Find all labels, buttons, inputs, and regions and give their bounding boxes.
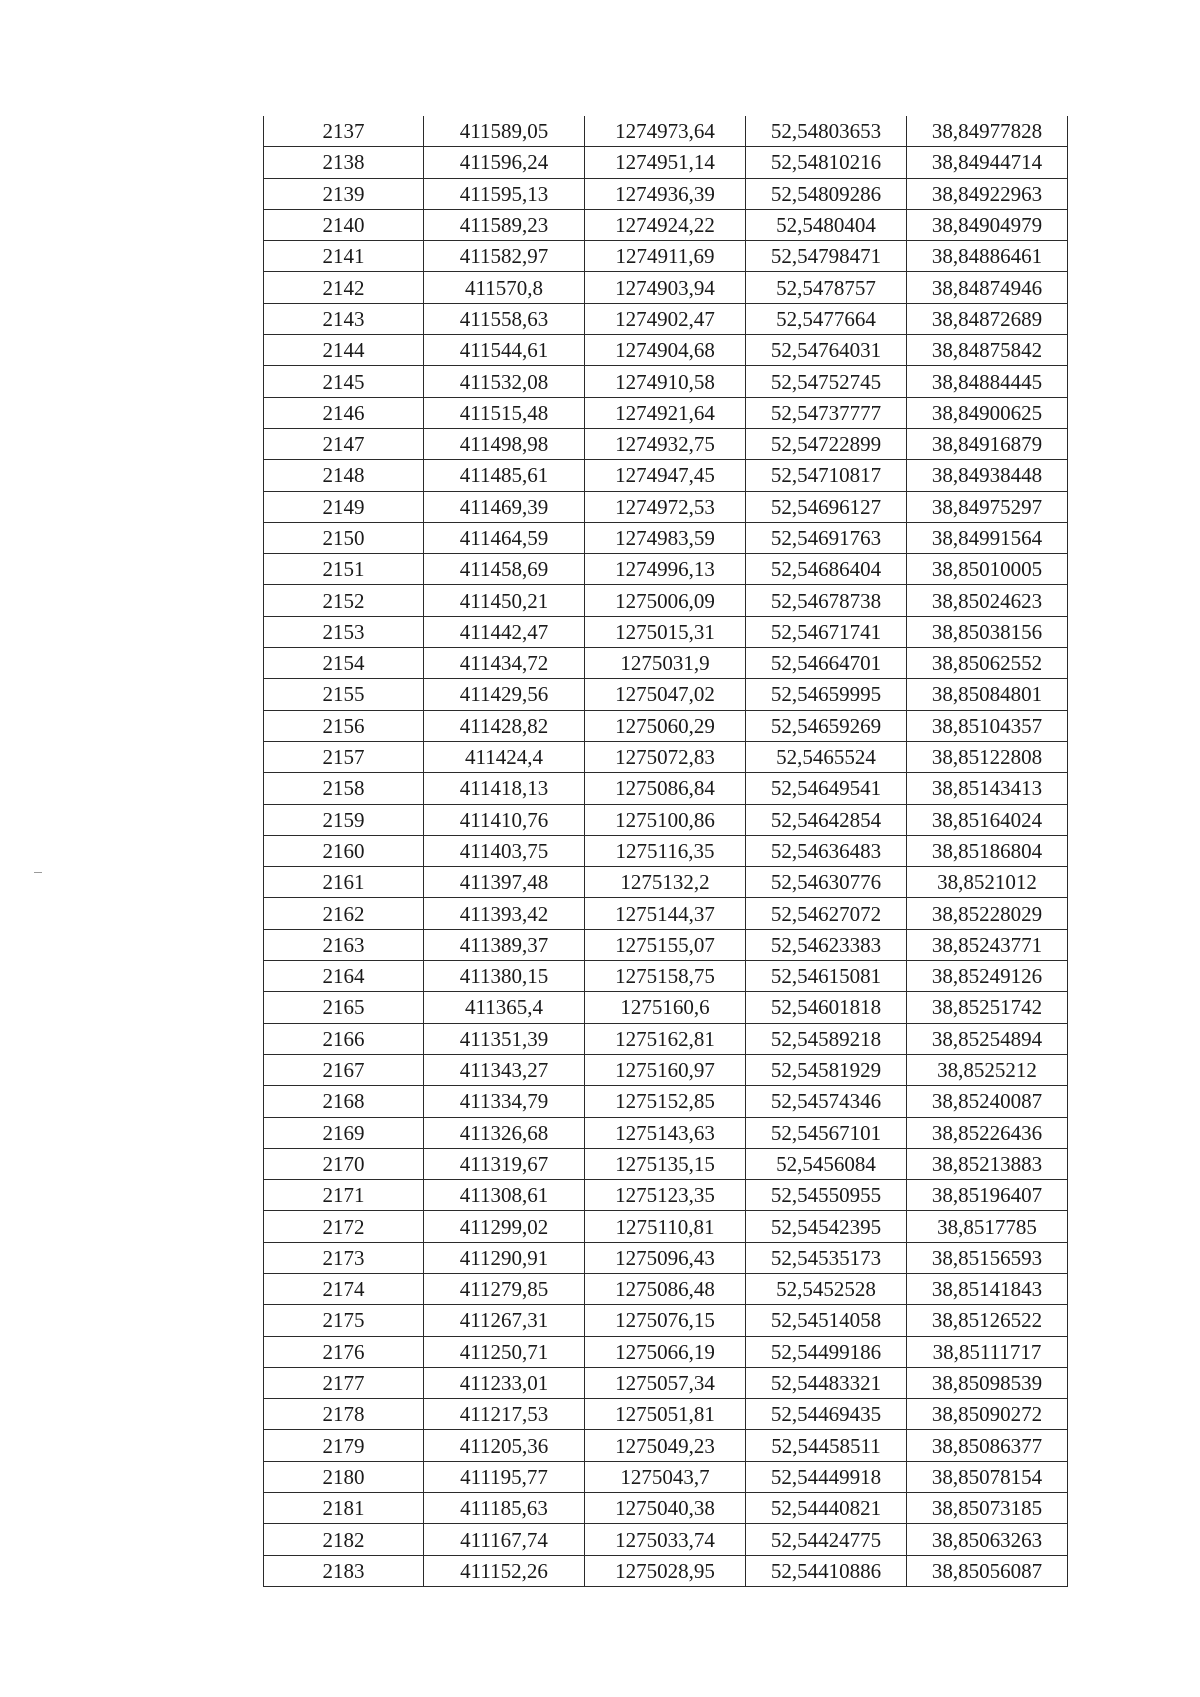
- latitude-cell: 52,5452528: [746, 1273, 907, 1304]
- x-coordinate-cell: 411319,67: [424, 1148, 585, 1179]
- table-row: [264, 1336, 1068, 1367]
- x-coordinate-cell: 411267,31: [424, 1305, 585, 1336]
- longitude-cell: 38,85098539: [907, 1367, 1068, 1398]
- point-number-cell: 2153: [264, 616, 424, 647]
- latitude-cell: 52,54567101: [746, 1117, 907, 1148]
- longitude-cell: 38,85226436: [907, 1117, 1068, 1148]
- x-coordinate-cell: 411185,63: [424, 1493, 585, 1524]
- point-number-cell: 2165: [264, 992, 424, 1023]
- y-coordinate-cell: 1274972,53: [585, 491, 746, 522]
- longitude-cell: 38,85143413: [907, 773, 1068, 804]
- point-number-cell: 2177: [264, 1367, 424, 1398]
- point-number-cell: 2145: [264, 366, 424, 397]
- y-coordinate-cell: 1275143,63: [585, 1117, 746, 1148]
- latitude-cell: 52,54514058: [746, 1305, 907, 1336]
- x-coordinate-cell: 411351,39: [424, 1023, 585, 1054]
- x-coordinate-cell: 411570,8: [424, 272, 585, 303]
- y-coordinate-cell: 1275072,83: [585, 741, 746, 772]
- x-coordinate-cell: 411299,02: [424, 1211, 585, 1242]
- x-coordinate-cell: 411290,91: [424, 1242, 585, 1273]
- point-number-cell: 2147: [264, 428, 424, 459]
- table-row: [264, 741, 1068, 772]
- latitude-cell: 52,54678738: [746, 585, 907, 616]
- table-row: [264, 1493, 1068, 1524]
- table-row: [264, 1524, 1068, 1555]
- latitude-cell: 52,54659269: [746, 710, 907, 741]
- table-row: [264, 397, 1068, 428]
- y-coordinate-cell: 1275100,86: [585, 804, 746, 835]
- longitude-cell: 38,85090272: [907, 1399, 1068, 1430]
- point-number-cell: 2174: [264, 1273, 424, 1304]
- table-row: [264, 992, 1068, 1023]
- latitude-cell: 52,54691763: [746, 522, 907, 553]
- point-number-cell: 2148: [264, 460, 424, 491]
- y-coordinate-cell: 1274902,47: [585, 303, 746, 334]
- y-coordinate-cell: 1274904,68: [585, 335, 746, 366]
- y-coordinate-cell: 1275160,97: [585, 1054, 746, 1085]
- point-number-cell: 2157: [264, 741, 424, 772]
- table-row: [264, 1305, 1068, 1336]
- point-number-cell: 2156: [264, 710, 424, 741]
- table-row: [264, 1023, 1068, 1054]
- x-coordinate-cell: 411596,24: [424, 147, 585, 178]
- y-coordinate-cell: 1275066,19: [585, 1336, 746, 1367]
- x-coordinate-cell: 411450,21: [424, 585, 585, 616]
- longitude-cell: 38,85038156: [907, 616, 1068, 647]
- x-coordinate-cell: 411582,97: [424, 241, 585, 272]
- latitude-cell: 52,54810216: [746, 147, 907, 178]
- table-row: [264, 491, 1068, 522]
- x-coordinate-cell: 411389,37: [424, 929, 585, 960]
- latitude-cell: 52,54550955: [746, 1180, 907, 1211]
- latitude-cell: 52,54449918: [746, 1461, 907, 1492]
- y-coordinate-cell: 1274996,13: [585, 554, 746, 585]
- y-coordinate-cell: 1275155,07: [585, 929, 746, 960]
- point-number-cell: 2166: [264, 1023, 424, 1054]
- y-coordinate-cell: 1274951,14: [585, 147, 746, 178]
- x-coordinate-cell: 411515,48: [424, 397, 585, 428]
- x-coordinate-cell: 411308,61: [424, 1180, 585, 1211]
- latitude-cell: 52,54483321: [746, 1367, 907, 1398]
- latitude-cell: 52,54764031: [746, 335, 907, 366]
- y-coordinate-cell: 1275051,81: [585, 1399, 746, 1430]
- latitude-cell: 52,54424775: [746, 1524, 907, 1555]
- table-row: [264, 1117, 1068, 1148]
- point-number-cell: 2183: [264, 1555, 424, 1586]
- table-row: [264, 1273, 1068, 1304]
- x-coordinate-cell: 411595,13: [424, 178, 585, 209]
- point-number-cell: 2152: [264, 585, 424, 616]
- longitude-cell: 38,84872689: [907, 303, 1068, 334]
- point-number-cell: 2141: [264, 241, 424, 272]
- latitude-cell: 52,5456084: [746, 1148, 907, 1179]
- longitude-cell: 38,8517785: [907, 1211, 1068, 1242]
- longitude-cell: 38,8525212: [907, 1054, 1068, 1085]
- table-row: [264, 1180, 1068, 1211]
- longitude-cell: 38,85024623: [907, 585, 1068, 616]
- x-coordinate-cell: 411485,61: [424, 460, 585, 491]
- x-coordinate-cell: 411589,23: [424, 209, 585, 240]
- latitude-cell: 52,54636483: [746, 835, 907, 866]
- latitude-cell: 52,54589218: [746, 1023, 907, 1054]
- point-number-cell: 2175: [264, 1305, 424, 1336]
- point-number-cell: 2168: [264, 1086, 424, 1117]
- point-number-cell: 2162: [264, 898, 424, 929]
- point-number-cell: 2164: [264, 961, 424, 992]
- latitude-cell: 52,54440821: [746, 1493, 907, 1524]
- point-number-cell: 2167: [264, 1054, 424, 1085]
- longitude-cell: 38,85122808: [907, 741, 1068, 772]
- table-row: [264, 616, 1068, 647]
- longitude-cell: 38,84874946: [907, 272, 1068, 303]
- longitude-cell: 38,84938448: [907, 460, 1068, 491]
- x-coordinate-cell: 411458,69: [424, 554, 585, 585]
- longitude-cell: 38,84884445: [907, 366, 1068, 397]
- point-number-cell: 2158: [264, 773, 424, 804]
- longitude-cell: 38,8521012: [907, 867, 1068, 898]
- point-number-cell: 2172: [264, 1211, 424, 1242]
- x-coordinate-cell: 411589,05: [424, 116, 585, 147]
- x-coordinate-cell: 411195,77: [424, 1461, 585, 1492]
- longitude-cell: 38,85251742: [907, 992, 1068, 1023]
- longitude-cell: 38,85084801: [907, 679, 1068, 710]
- y-coordinate-cell: 1275132,2: [585, 867, 746, 898]
- table-row: [264, 428, 1068, 459]
- latitude-cell: 52,54649541: [746, 773, 907, 804]
- x-coordinate-cell: 411250,71: [424, 1336, 585, 1367]
- point-number-cell: 2170: [264, 1148, 424, 1179]
- y-coordinate-cell: 1274973,64: [585, 116, 746, 147]
- longitude-cell: 38,85249126: [907, 961, 1068, 992]
- point-number-cell: 2179: [264, 1430, 424, 1461]
- latitude-cell: 52,54581929: [746, 1054, 907, 1085]
- latitude-cell: 52,54642854: [746, 804, 907, 835]
- latitude-cell: 52,54601818: [746, 992, 907, 1023]
- longitude-cell: 38,84944714: [907, 147, 1068, 178]
- longitude-cell: 38,85186804: [907, 835, 1068, 866]
- table-row: [264, 929, 1068, 960]
- latitude-cell: 52,54410886: [746, 1555, 907, 1586]
- point-number-cell: 2146: [264, 397, 424, 428]
- table-row: [264, 648, 1068, 679]
- longitude-cell: 38,84922963: [907, 178, 1068, 209]
- table-row: [264, 1399, 1068, 1430]
- table-row: [264, 1555, 1068, 1586]
- table-row: [264, 1430, 1068, 1461]
- table-row: [264, 1367, 1068, 1398]
- longitude-cell: 38,85213883: [907, 1148, 1068, 1179]
- table-row: [264, 1211, 1068, 1242]
- x-coordinate-cell: 411544,61: [424, 335, 585, 366]
- longitude-cell: 38,84977828: [907, 116, 1068, 147]
- longitude-cell: 38,85196407: [907, 1180, 1068, 1211]
- y-coordinate-cell: 1275076,15: [585, 1305, 746, 1336]
- y-coordinate-cell: 1275086,84: [585, 773, 746, 804]
- longitude-cell: 38,85063263: [907, 1524, 1068, 1555]
- point-number-cell: 2137: [264, 116, 424, 147]
- longitude-cell: 38,85073185: [907, 1493, 1068, 1524]
- latitude-cell: 52,54798471: [746, 241, 907, 272]
- y-coordinate-cell: 1274910,58: [585, 366, 746, 397]
- point-number-cell: 2154: [264, 648, 424, 679]
- y-coordinate-cell: 1274924,22: [585, 209, 746, 240]
- longitude-cell: 38,85062552: [907, 648, 1068, 679]
- latitude-cell: 52,54535173: [746, 1242, 907, 1273]
- table-row: [264, 898, 1068, 929]
- longitude-cell: 38,85078154: [907, 1461, 1068, 1492]
- longitude-cell: 38,85056087: [907, 1555, 1068, 1586]
- latitude-cell: 52,54803653: [746, 116, 907, 147]
- latitude-cell: 52,54630776: [746, 867, 907, 898]
- latitude-cell: 52,54458511: [746, 1430, 907, 1461]
- y-coordinate-cell: 1275162,81: [585, 1023, 746, 1054]
- point-number-cell: 2140: [264, 209, 424, 240]
- table-row: [264, 554, 1068, 585]
- point-number-cell: 2173: [264, 1242, 424, 1273]
- table-row: [264, 710, 1068, 741]
- y-coordinate-cell: 1274983,59: [585, 522, 746, 553]
- x-coordinate-cell: 411365,4: [424, 992, 585, 1023]
- latitude-cell: 52,54696127: [746, 491, 907, 522]
- y-coordinate-cell: 1275123,35: [585, 1180, 746, 1211]
- y-coordinate-cell: 1274911,69: [585, 241, 746, 272]
- latitude-cell: 52,54615081: [746, 961, 907, 992]
- x-coordinate-cell: 411167,74: [424, 1524, 585, 1555]
- point-number-cell: 2150: [264, 522, 424, 553]
- table-row: [264, 1148, 1068, 1179]
- table-row: [264, 679, 1068, 710]
- latitude-cell: 52,54737777: [746, 397, 907, 428]
- y-coordinate-cell: 1275047,02: [585, 679, 746, 710]
- x-coordinate-cell: 411279,85: [424, 1273, 585, 1304]
- point-number-cell: 2181: [264, 1493, 424, 1524]
- x-coordinate-cell: 411205,36: [424, 1430, 585, 1461]
- point-number-cell: 2139: [264, 178, 424, 209]
- point-number-cell: 2163: [264, 929, 424, 960]
- point-number-cell: 2182: [264, 1524, 424, 1555]
- longitude-cell: 38,85164024: [907, 804, 1068, 835]
- table-row: [264, 804, 1068, 835]
- y-coordinate-cell: 1274947,45: [585, 460, 746, 491]
- latitude-cell: 52,54710817: [746, 460, 907, 491]
- table-row: [264, 1461, 1068, 1492]
- longitude-cell: 38,85240087: [907, 1086, 1068, 1117]
- longitude-cell: 38,85104357: [907, 710, 1068, 741]
- y-coordinate-cell: 1275158,75: [585, 961, 746, 992]
- table-row: [264, 303, 1068, 334]
- point-number-cell: 2171: [264, 1180, 424, 1211]
- y-coordinate-cell: 1274936,39: [585, 178, 746, 209]
- y-coordinate-cell: 1275096,43: [585, 1242, 746, 1273]
- latitude-cell: 52,54627072: [746, 898, 907, 929]
- y-coordinate-cell: 1275033,74: [585, 1524, 746, 1555]
- latitude-cell: 52,54469435: [746, 1399, 907, 1430]
- longitude-cell: 38,85141843: [907, 1273, 1068, 1304]
- longitude-cell: 38,85126522: [907, 1305, 1068, 1336]
- x-coordinate-cell: 411464,59: [424, 522, 585, 553]
- x-coordinate-cell: 411498,98: [424, 428, 585, 459]
- y-coordinate-cell: 1275006,09: [585, 585, 746, 616]
- latitude-cell: 52,54664701: [746, 648, 907, 679]
- x-coordinate-cell: 411334,79: [424, 1086, 585, 1117]
- latitude-cell: 52,5478757: [746, 272, 907, 303]
- x-coordinate-cell: 411410,76: [424, 804, 585, 835]
- latitude-cell: 52,5465524: [746, 741, 907, 772]
- longitude-cell: 38,84900625: [907, 397, 1068, 428]
- longitude-cell: 38,84975297: [907, 491, 1068, 522]
- table-row: [264, 209, 1068, 240]
- x-coordinate-cell: 411397,48: [424, 867, 585, 898]
- table-row: [264, 335, 1068, 366]
- table-row: [264, 867, 1068, 898]
- x-coordinate-cell: 411393,42: [424, 898, 585, 929]
- point-number-cell: 2160: [264, 835, 424, 866]
- scan-speck: [34, 872, 42, 873]
- longitude-cell: 38,84916879: [907, 428, 1068, 459]
- point-number-cell: 2169: [264, 1117, 424, 1148]
- y-coordinate-cell: 1275160,6: [585, 992, 746, 1023]
- y-coordinate-cell: 1275040,38: [585, 1493, 746, 1524]
- latitude-cell: 52,5477664: [746, 303, 907, 334]
- y-coordinate-cell: 1275049,23: [585, 1430, 746, 1461]
- latitude-cell: 52,54686404: [746, 554, 907, 585]
- table-row: [264, 522, 1068, 553]
- latitude-cell: 52,54542395: [746, 1211, 907, 1242]
- y-coordinate-cell: 1275043,7: [585, 1461, 746, 1492]
- x-coordinate-cell: 411428,82: [424, 710, 585, 741]
- x-coordinate-cell: 411152,26: [424, 1555, 585, 1586]
- x-coordinate-cell: 411532,08: [424, 366, 585, 397]
- y-coordinate-cell: 1275015,31: [585, 616, 746, 647]
- y-coordinate-cell: 1274903,94: [585, 272, 746, 303]
- x-coordinate-cell: 411403,75: [424, 835, 585, 866]
- x-coordinate-cell: 411343,27: [424, 1054, 585, 1085]
- table-row: [264, 961, 1068, 992]
- table-row: [264, 773, 1068, 804]
- point-number-cell: 2144: [264, 335, 424, 366]
- longitude-cell: 38,85243771: [907, 929, 1068, 960]
- x-coordinate-cell: 411217,53: [424, 1399, 585, 1430]
- y-coordinate-cell: 1275152,85: [585, 1086, 746, 1117]
- longitude-cell: 38,85228029: [907, 898, 1068, 929]
- table-row: [264, 241, 1068, 272]
- longitude-cell: 38,85254894: [907, 1023, 1068, 1054]
- point-number-cell: 2176: [264, 1336, 424, 1367]
- y-coordinate-cell: 1274921,64: [585, 397, 746, 428]
- y-coordinate-cell: 1275031,9: [585, 648, 746, 679]
- point-number-cell: 2161: [264, 867, 424, 898]
- table-row: [264, 178, 1068, 209]
- x-coordinate-cell: 411434,72: [424, 648, 585, 679]
- table-row: [264, 366, 1068, 397]
- latitude-cell: 52,54671741: [746, 616, 907, 647]
- table-row: [264, 835, 1068, 866]
- x-coordinate-cell: 411429,56: [424, 679, 585, 710]
- latitude-cell: 52,54574346: [746, 1086, 907, 1117]
- longitude-cell: 38,85010005: [907, 554, 1068, 585]
- y-coordinate-cell: 1275135,15: [585, 1148, 746, 1179]
- point-number-cell: 2159: [264, 804, 424, 835]
- x-coordinate-cell: 411233,01: [424, 1367, 585, 1398]
- x-coordinate-cell: 411380,15: [424, 961, 585, 992]
- point-number-cell: 2149: [264, 491, 424, 522]
- latitude-cell: 52,54623383: [746, 929, 907, 960]
- table-row: [264, 1086, 1068, 1117]
- longitude-cell: 38,84875842: [907, 335, 1068, 366]
- y-coordinate-cell: 1274932,75: [585, 428, 746, 459]
- table-row: [264, 147, 1068, 178]
- point-number-cell: 2142: [264, 272, 424, 303]
- latitude-cell: 52,5480404: [746, 209, 907, 240]
- table-row: [264, 1242, 1068, 1273]
- latitude-cell: 52,54659995: [746, 679, 907, 710]
- latitude-cell: 52,54752745: [746, 366, 907, 397]
- x-coordinate-cell: 411442,47: [424, 616, 585, 647]
- longitude-cell: 38,85156593: [907, 1242, 1068, 1273]
- x-coordinate-cell: 411326,68: [424, 1117, 585, 1148]
- x-coordinate-cell: 411424,4: [424, 741, 585, 772]
- x-coordinate-cell: 411558,63: [424, 303, 585, 334]
- longitude-cell: 38,84991564: [907, 522, 1068, 553]
- latitude-cell: 52,54499186: [746, 1336, 907, 1367]
- longitude-cell: 38,85111717: [907, 1336, 1068, 1367]
- longitude-cell: 38,84886461: [907, 241, 1068, 272]
- table-row: [264, 1054, 1068, 1085]
- table-row: [264, 460, 1068, 491]
- y-coordinate-cell: 1275110,81: [585, 1211, 746, 1242]
- x-coordinate-cell: 411418,13: [424, 773, 585, 804]
- point-number-cell: 2143: [264, 303, 424, 334]
- longitude-cell: 38,85086377: [907, 1430, 1068, 1461]
- y-coordinate-cell: 1275060,29: [585, 710, 746, 741]
- y-coordinate-cell: 1275086,48: [585, 1273, 746, 1304]
- table-row: [264, 116, 1068, 147]
- y-coordinate-cell: 1275028,95: [585, 1555, 746, 1586]
- point-number-cell: 2155: [264, 679, 424, 710]
- coordinates-table-body: [264, 116, 1068, 1586]
- latitude-cell: 52,54809286: [746, 178, 907, 209]
- table-row: [264, 272, 1068, 303]
- point-number-cell: 2178: [264, 1399, 424, 1430]
- y-coordinate-cell: 1275057,34: [585, 1367, 746, 1398]
- point-number-cell: 2151: [264, 554, 424, 585]
- y-coordinate-cell: 1275116,35: [585, 835, 746, 866]
- point-number-cell: 2180: [264, 1461, 424, 1492]
- coordinates-table: [263, 116, 1068, 1587]
- point-number-cell: 2138: [264, 147, 424, 178]
- y-coordinate-cell: 1275144,37: [585, 898, 746, 929]
- latitude-cell: 52,54722899: [746, 428, 907, 459]
- table-row: [264, 585, 1068, 616]
- longitude-cell: 38,84904979: [907, 209, 1068, 240]
- x-coordinate-cell: 411469,39: [424, 491, 585, 522]
